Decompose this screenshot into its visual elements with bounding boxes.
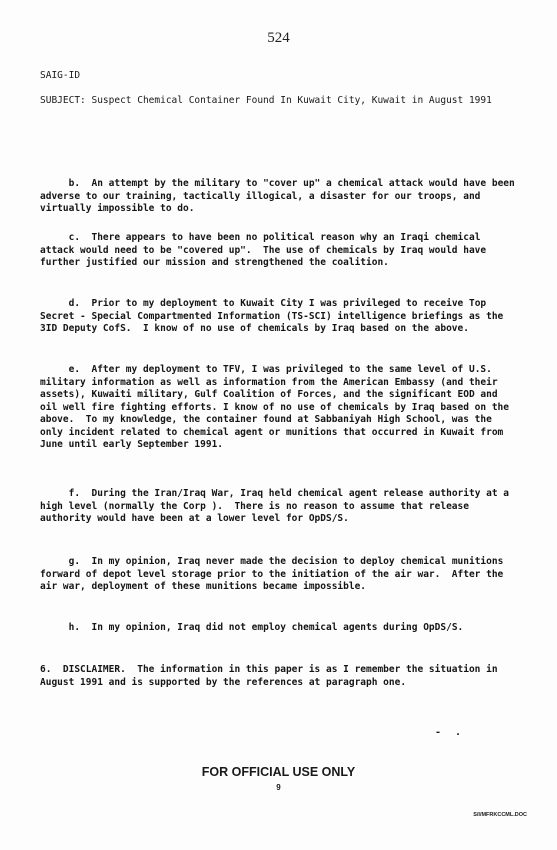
footer-page-number: 9 — [276, 783, 281, 792]
stray-marks: - . — [435, 727, 466, 738]
subject-line: SUBJECT: Suspect Chemical Container Found In Kuwait City, Kuwait in August 1991 — [40, 95, 492, 106]
file-reference: S/I/MFRKCCML.DOC — [473, 812, 527, 818]
disclaimer-paragraph: 6. DISCLAIMER. The information in this paper is as I remember the situation in August 1991 and is supported by the references at paragraph one. — [40, 664, 504, 688]
classification-footer: FOR OFFICIAL USE ONLY — [201, 765, 356, 779]
paragraph-b: b. An attempt by the military to "cover up" a chemical attack would have been adverse to our training, tactically illogical, a disaster for our troops, and virtually impossible to do. — [40, 178, 521, 214]
paragraph-c: c. There appears to have been no political reason why an Iraqi chemical attack would need to be "covered up". The use of chemicals by Iraq would have further justified our mission and strengthened the coalition. — [40, 232, 492, 268]
paragraph-e: e. After my deployment to TFV, I was privileged to the same level of U.S. military information as well as information from the American Embassy (and their assets), Kuwaiti military, Gulf Coalition of Forces, and the significant EOD and oil well fire fighting efforts. I know of no use of chemicals by Iraq based on the above. To my knowledge, the container found at Sabbaniyah High School, was the only incident related to chemical agent or munitions that occurred in Kuwait from June until early September 1991. — [40, 364, 515, 450]
page-number: 524 — [267, 30, 290, 46]
paragraph-h: h. In my opinion, Iraq did not employ chemical agents during OpDS/S. — [40, 622, 464, 633]
office-symbol: SAIG-ID — [40, 70, 81, 81]
paragraph-d: d. Prior to my deployment to Kuwait City I was privileged to receive Top Secret - Special Compartmented Information (TS-SCI) intelligence briefings as the 3ID Deputy CofS. I know of no use of chemicals by Iraq based on the above. — [40, 298, 510, 334]
paragraph-g: g. In my opinion, Iraq never made the decision to deploy chemical munitions forward of depot level storage prior to the initiation of the air war. After the air war, deployment of these munitions became impossible. — [40, 556, 510, 592]
paragraph-f: f. During the Iran/Iraq War, Iraq held chemical agent release authority at a high level (normally the Corp ). There is no reason to assume that release authority would have been at a lower level for OpDS/S. — [40, 488, 515, 524]
